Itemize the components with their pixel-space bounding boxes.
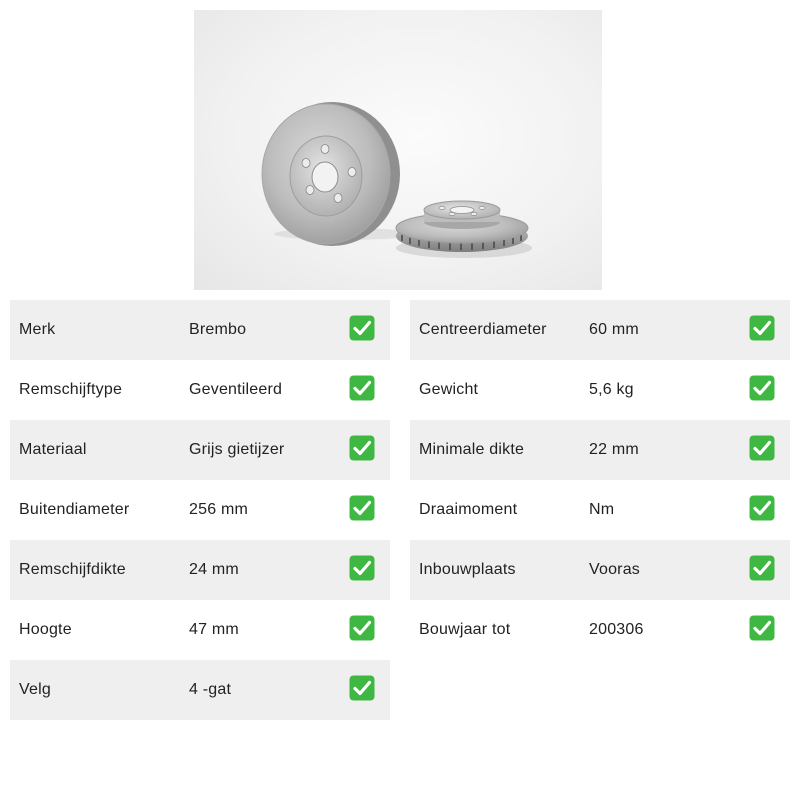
check-mark-icon [349, 675, 375, 701]
spec-value: 5,6 kg [589, 381, 634, 398]
spec-label: Remschijfdikte [19, 561, 126, 578]
spec-value: 60 mm [589, 321, 639, 338]
check-mark-icon [349, 315, 375, 341]
spec-row-inbouwplaats [410, 540, 790, 600]
spec-value: 22 mm [589, 441, 639, 458]
product-image [194, 10, 602, 290]
check-mark-icon [749, 315, 775, 341]
spec-label: Velg [19, 681, 51, 698]
spec-label: Remschijftype [19, 381, 123, 398]
spec-row-hoogte [10, 600, 390, 660]
spec-value: 200306 [589, 621, 644, 638]
spec-row-centreerdiameter [410, 300, 790, 360]
spec-label: Materiaal [19, 441, 87, 458]
spec-row-materiaal [10, 420, 390, 480]
spec-label: Inbouwplaats [419, 561, 516, 578]
spec-row-merk [10, 300, 390, 360]
check-mark-icon [349, 495, 375, 521]
spec-value: 256 mm [189, 501, 248, 518]
spec-value: Brembo [189, 321, 247, 338]
spec-label: Buitendiameter [19, 501, 130, 518]
spec-row-remschijfdikte [10, 540, 390, 600]
spec-row-buitendiameter [10, 480, 390, 540]
spec-table-left [10, 300, 390, 720]
spec-label: Gewicht [419, 381, 479, 398]
spec-label: Draaimoment [419, 501, 518, 518]
spec-value: Grijs gietijzer [189, 441, 285, 458]
spec-value: 47 mm [189, 621, 239, 638]
check-mark-icon [349, 375, 375, 401]
spec-label: Centreerdiameter [419, 321, 547, 338]
spec-row-remschijftype [10, 360, 390, 420]
spec-value: Geventileerd [189, 381, 283, 398]
spec-table-right [410, 300, 790, 660]
check-mark-icon [349, 435, 375, 461]
spec-label: Hoogte [19, 621, 72, 638]
spec-row-velg [10, 660, 390, 720]
check-mark-icon [749, 495, 775, 521]
spec-value: Vooras [589, 561, 641, 578]
spec-row-minimale-dikte [410, 420, 790, 480]
check-mark-icon [349, 555, 375, 581]
spec-value: 4 -gat [189, 681, 232, 698]
spec-label: Bouwjaar tot [419, 621, 511, 638]
check-mark-icon [749, 615, 775, 641]
brake-disc-image [194, 10, 602, 290]
spec-row-gewicht [410, 360, 790, 420]
check-mark-icon [349, 615, 375, 641]
check-mark-icon [749, 435, 775, 461]
spec-value: Nm [589, 501, 615, 518]
spec-label: Minimale dikte [419, 441, 525, 458]
check-mark-icon [749, 555, 775, 581]
spec-value: 24 mm [189, 561, 239, 578]
spec-row-bouwjaar-tot [410, 600, 790, 660]
spec-label: Merk [19, 321, 56, 338]
check-mark-icon [749, 375, 775, 401]
spec-row-draaimoment [410, 480, 790, 540]
